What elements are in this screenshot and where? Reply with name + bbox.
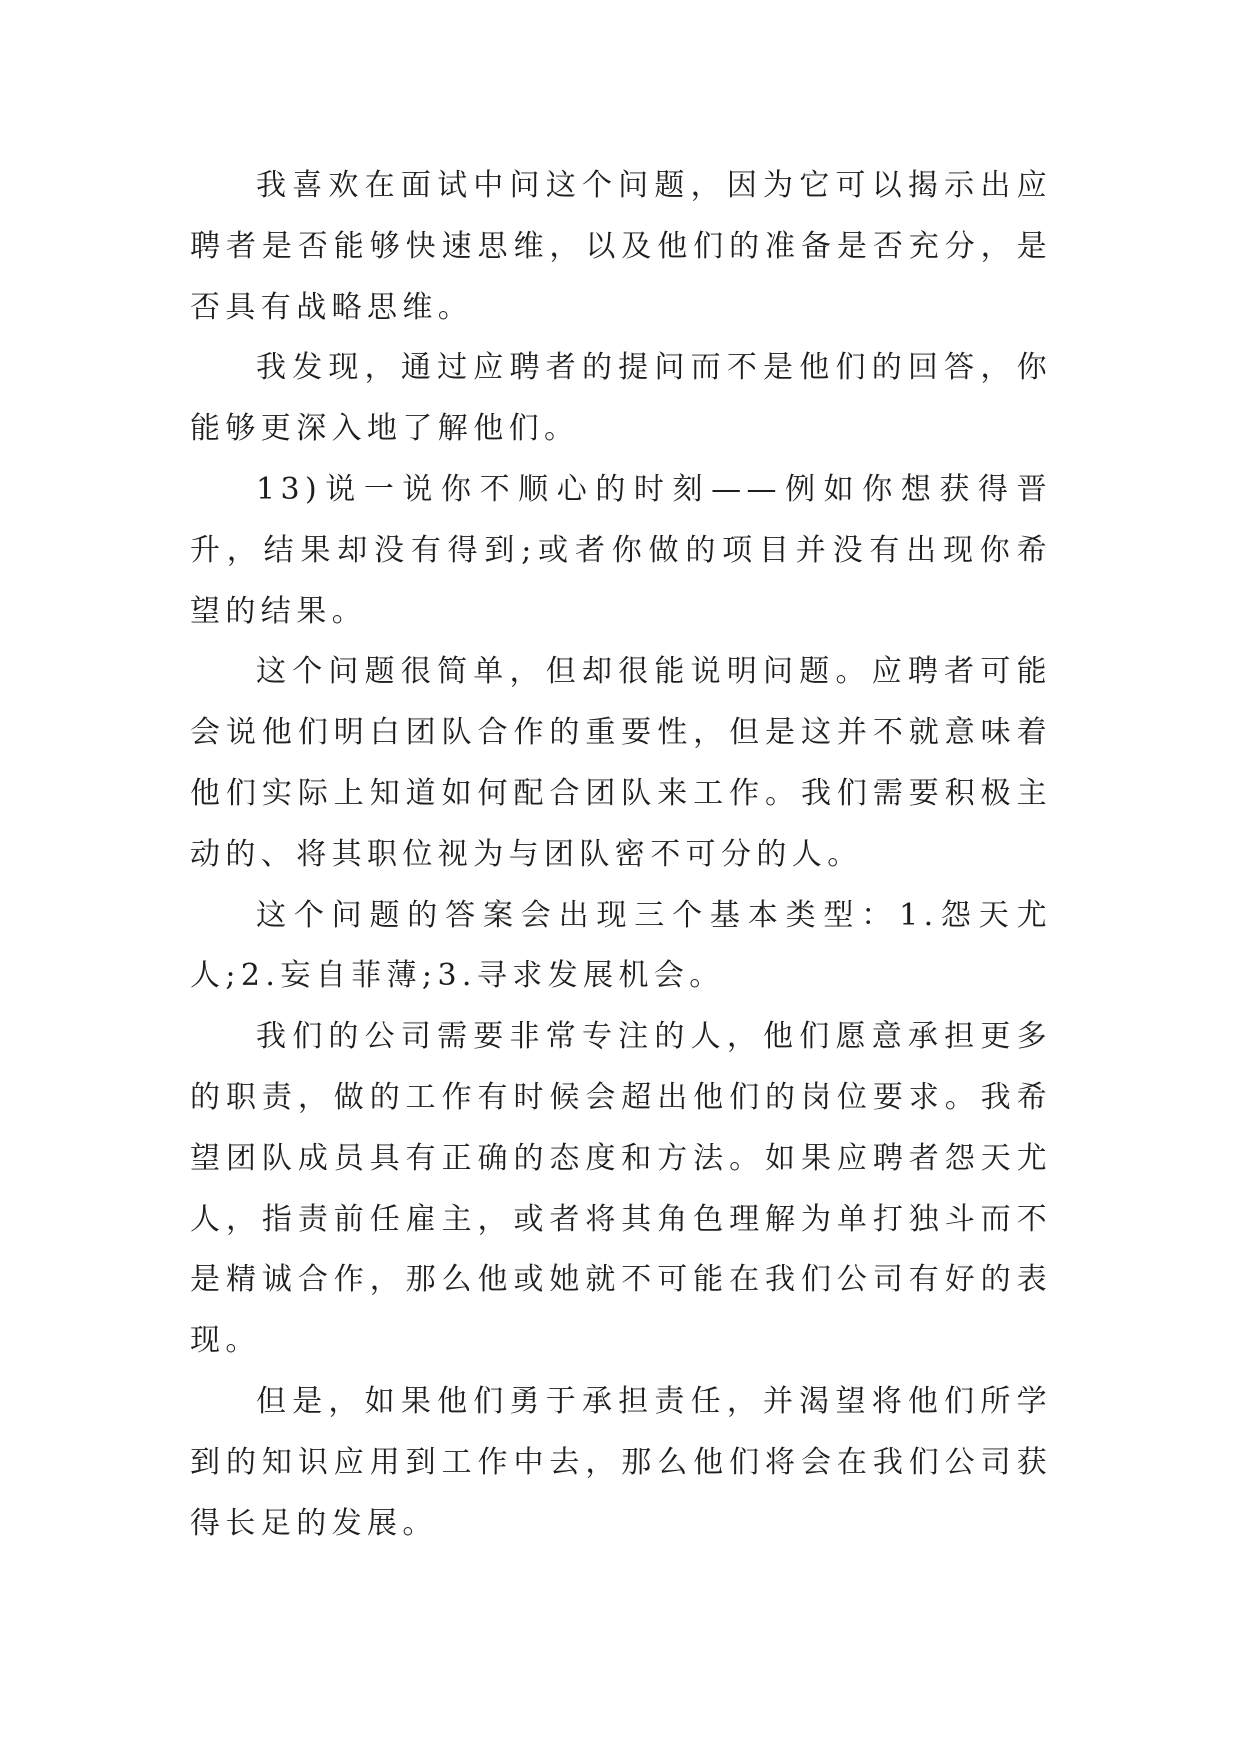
paragraph-2: 我发现，通过应聘者的提问而不是他们的回答，你能够更深入地了解他们。 <box>190 350 1052 447</box>
paragraph-5: 这个问题的答案会出现三个基本类型：1.怨天尤人;2.妄自菲薄;3.寻求发展机会。 <box>190 897 1052 994</box>
paragraph-3: 13)说一说你不顺心的时刻——例如你想获得晋升，结果却没有得到;或者你做的项目并没有出现你希望的结果。 <box>190 471 1052 629</box>
paragraph-1: 我喜欢在面试中问这个问题，因为它可以揭示出应聘者是否能够快速思维，以及他们的准备是否充分，是否具有战略思维。 <box>190 168 1052 325</box>
document-body <box>190 156 1052 1554</box>
paragraph-7: 但是，如果他们勇于承担责任，并渴望将他们所学到的知识应用到工作中去，那么他们将会在我们公司获得长足的发展。 <box>190 1383 1052 1541</box>
paragraph-4: 这个问题很简单，但却很能说明问题。应聘者可能会说他们明白团队合作的重要性，但是这并不就意味着他们实际上知道如何配合团队来工作。我们需要积极主动的、将其职位视为与团队密不可分的人。 <box>190 654 1052 872</box>
paragraph-6: 我们的公司需要非常专注的人，他们愿意承担更多的职责，做的工作有时候会超出他们的岗位要求。我希望团队成员具有正确的态度和方法。如果应聘者怨天尤人，指责前任雇主，或者将其角色理解为单打独斗而不是精诚合作，那么他或她就不可能在我们公司有好的表现。 <box>190 1019 1052 1359</box>
